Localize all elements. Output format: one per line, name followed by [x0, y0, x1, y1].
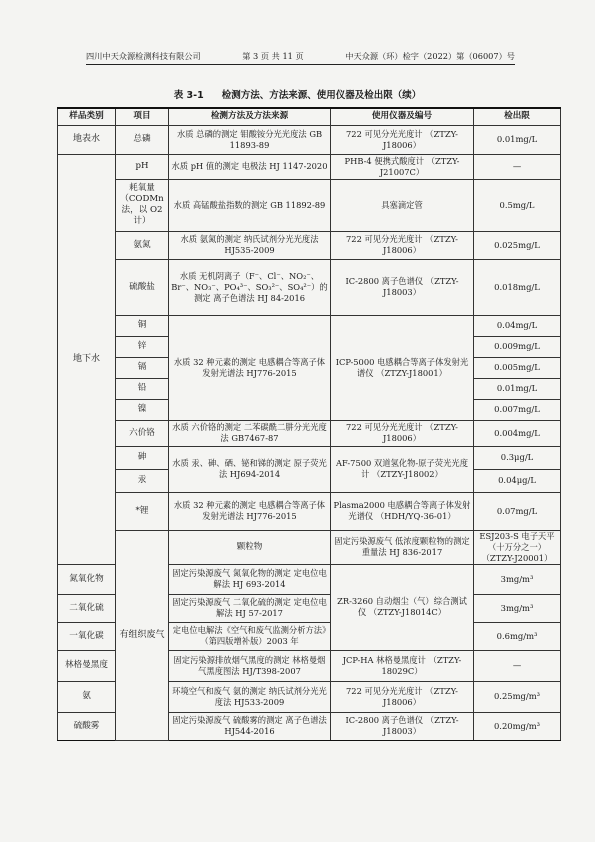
method-cell: 水质 汞、砷、硒、铋和锑的测定 原子荧光法 HJ694-2014	[169, 446, 331, 492]
instrument-cell: Plasma2000 电感耦合等离子体发射光谱仪 （HDH/YQ-36-01）	[331, 492, 474, 530]
table-number: 表 3-1	[173, 90, 204, 101]
limit-cell: 0.007mg/L	[474, 399, 561, 420]
instrument-cell: 具塞滴定管	[331, 179, 474, 231]
category-cell: 有组织废气	[116, 530, 169, 740]
company-name: 四川中天众源检测科技有限公司	[86, 51, 201, 61]
item-cell: 颗粒物	[169, 530, 331, 564]
method-cell: 水质 无机阴离子（F⁻、Cl⁻、NO₂⁻、Br⁻、NO₃⁻、PO₄³⁻、SO₃²⁻、SO₄²⁻）的测定 离子色谱法 HJ 84-2016	[169, 259, 331, 315]
item-cell: 二氧化硫	[58, 594, 116, 622]
item-cell: 硫酸盐	[116, 259, 169, 315]
col-header-item: 项目	[116, 108, 169, 125]
category-cell: 地下水	[58, 154, 116, 564]
report-number: 中天众源（环）检字（2022）第（06007）号	[345, 51, 515, 61]
method-cell: 定电位电解法《空气和废气监测分析方法》（第四版增补版）2003 年	[169, 622, 331, 650]
limit-cell: 0.5mg/L	[474, 179, 561, 231]
item-cell: 铜	[116, 315, 169, 336]
method-cell: 水质 氨氮的测定 纳氏试剂分光光度法 HJ535-2009	[169, 231, 331, 259]
page-number: 第 3 页 共 11 页	[242, 51, 304, 61]
limit-cell: 3mg/m³	[474, 564, 561, 594]
method-cell: 固定污染源废气 低浓度颗粒物的测定 重量法 HJ 836-2017	[331, 530, 474, 564]
limit-cell: 0.04mg/L	[474, 315, 561, 336]
method-cell: 固定污染源废气 二氧化硫的测定 定电位电解法 HJ 57-2017	[169, 594, 331, 622]
item-cell: 总磷	[116, 125, 169, 154]
item-cell: 氮氧化物	[58, 564, 116, 594]
table-title: 检测方法、方法来源、使用仪器及检出限（续）	[221, 90, 422, 101]
table-header-row	[58, 108, 561, 125]
table-row	[58, 179, 561, 231]
method-cell: 水质 总磷的测定 钼酸铵分光光度法 GB 11893-89	[169, 125, 331, 154]
item-cell: 六价铬	[116, 420, 169, 446]
method-cell: 水质 32 种元素的测定 电感耦合等离子体发射光谱法 HJ776-2015	[169, 315, 331, 420]
item-cell: 汞	[116, 469, 169, 492]
instrument-cell: IC-2800 离子色谱仪 （ZTZY-J18003）	[331, 259, 474, 315]
instrument-cell: ESJ203-S 电子天平（十万分之一）（ZTZY-J20001）	[474, 530, 561, 564]
table-row	[58, 492, 561, 530]
instrument-cell: ICP-5000 电感耦合等离子体发射光谱仪 （ZTZY-J18001）	[331, 315, 474, 420]
method-cell: 固定污染源排放烟气黑度的测定 林格曼烟气黑度图法 HJ/T398-2007	[169, 650, 331, 681]
method-cell: 环境空气和废气 氨的测定 纳氏试剂分光光度法 HJ533-2009	[169, 681, 331, 712]
limit-cell: —	[474, 650, 561, 681]
method-table	[57, 107, 561, 741]
item-cell: 铅	[116, 378, 169, 399]
limit-cell: 0.07mg/L	[474, 492, 561, 530]
limit-cell: —	[474, 154, 561, 179]
limit-cell: 0.04μg/L	[474, 469, 561, 492]
item-cell: 耗氧量（CODMn法，以 O2计）	[116, 179, 169, 231]
limit-cell: 0.20mg/m³	[474, 712, 561, 740]
item-cell: 镉	[116, 357, 169, 378]
limit-cell: 0.004mg/L	[474, 420, 561, 446]
method-cell: 水质 高锰酸盐指数的测定 GB 11892-89	[169, 179, 331, 231]
method-cell: 固定污染源废气 氮氧化物的测定 定电位电解法 HJ 693-2014	[169, 564, 331, 594]
table-row	[58, 530, 561, 564]
method-cell: 水质 pH 值的测定 电极法 HJ 1147-2020	[169, 154, 331, 179]
table-row	[58, 154, 561, 179]
item-cell: 砷	[116, 446, 169, 469]
limit-cell: 0.25mg/m³	[474, 681, 561, 712]
instrument-cell: 722 可见分光光度计 （ZTZY-J18006）	[331, 681, 474, 712]
page-header	[86, 48, 515, 65]
item-cell: 一氧化碳	[58, 622, 116, 650]
item-cell: 林格曼黑度	[58, 650, 116, 681]
method-cell: 水质 六价铬的测定 二苯碳酰二肼分光光度法 GB7467-87	[169, 420, 331, 446]
instrument-cell: IC-2800 离子色谱仪 （ZTZY-J18003）	[331, 712, 474, 740]
item-cell: 锌	[116, 336, 169, 357]
item-cell: 硫酸雾	[58, 712, 116, 740]
col-header-category: 样品类别	[58, 108, 116, 125]
table-row	[58, 231, 561, 259]
method-cell: 水质 32 种元素的测定 电感耦合等离子体发射光谱法 HJ776-2015	[169, 492, 331, 530]
col-header-method: 检测方法及方法来源	[169, 108, 331, 125]
limit-cell: 3mg/m³	[474, 594, 561, 622]
table-row	[58, 315, 561, 336]
limit-cell: 0.3μg/L	[474, 446, 561, 469]
instrument-cell: JCP-HA 林格曼黑度计 （ZTZY-18029C）	[331, 650, 474, 681]
col-header-limit: 检出限	[474, 108, 561, 125]
limit-cell: 0.018mg/L	[474, 259, 561, 315]
limit-cell: 0.01mg/L	[474, 378, 561, 399]
instrument-cell: 722 可见分光光度计 （ZTZY-J18006）	[331, 231, 474, 259]
category-cell: 地表水	[58, 125, 116, 154]
instrument-cell: 722 可见分光光度计 （ZTZY-J18006）	[331, 125, 474, 154]
item-cell: 镍	[116, 399, 169, 420]
instrument-cell: ZR-3260 自动烟尘（气）综合测试仪 （ZTZY-J18014C）	[331, 564, 474, 650]
col-header-instrument: 使用仪器及编号	[331, 108, 474, 125]
item-cell: 氨氮	[116, 231, 169, 259]
method-cell: 固定污染源废气 硫酸雾的测定 离子色谱法 HJ544-2016	[169, 712, 331, 740]
item-cell: *锂	[116, 492, 169, 530]
limit-cell: 0.025mg/L	[474, 231, 561, 259]
table-row	[58, 259, 561, 315]
instrument-cell: PHB-4 便携式酸度计 （ZTZY-J21007C）	[331, 154, 474, 179]
limit-cell: 0.005mg/L	[474, 357, 561, 378]
table-row	[58, 125, 561, 154]
table-row	[58, 446, 561, 469]
limit-cell: 0.6mg/m³	[474, 622, 561, 650]
limit-cell: 0.01mg/L	[474, 125, 561, 154]
table-caption	[0, 87, 595, 101]
item-cell: 氨	[58, 681, 116, 712]
instrument-cell: AF-7500 双道氢化物-原子荧光光度计 （ZTZY-J18002）	[331, 446, 474, 492]
table-row	[58, 420, 561, 446]
item-cell: pH	[116, 154, 169, 179]
instrument-cell: 722 可见分光光度计 （ZTZY-J18006）	[331, 420, 474, 446]
limit-cell: 0.009mg/L	[474, 336, 561, 357]
